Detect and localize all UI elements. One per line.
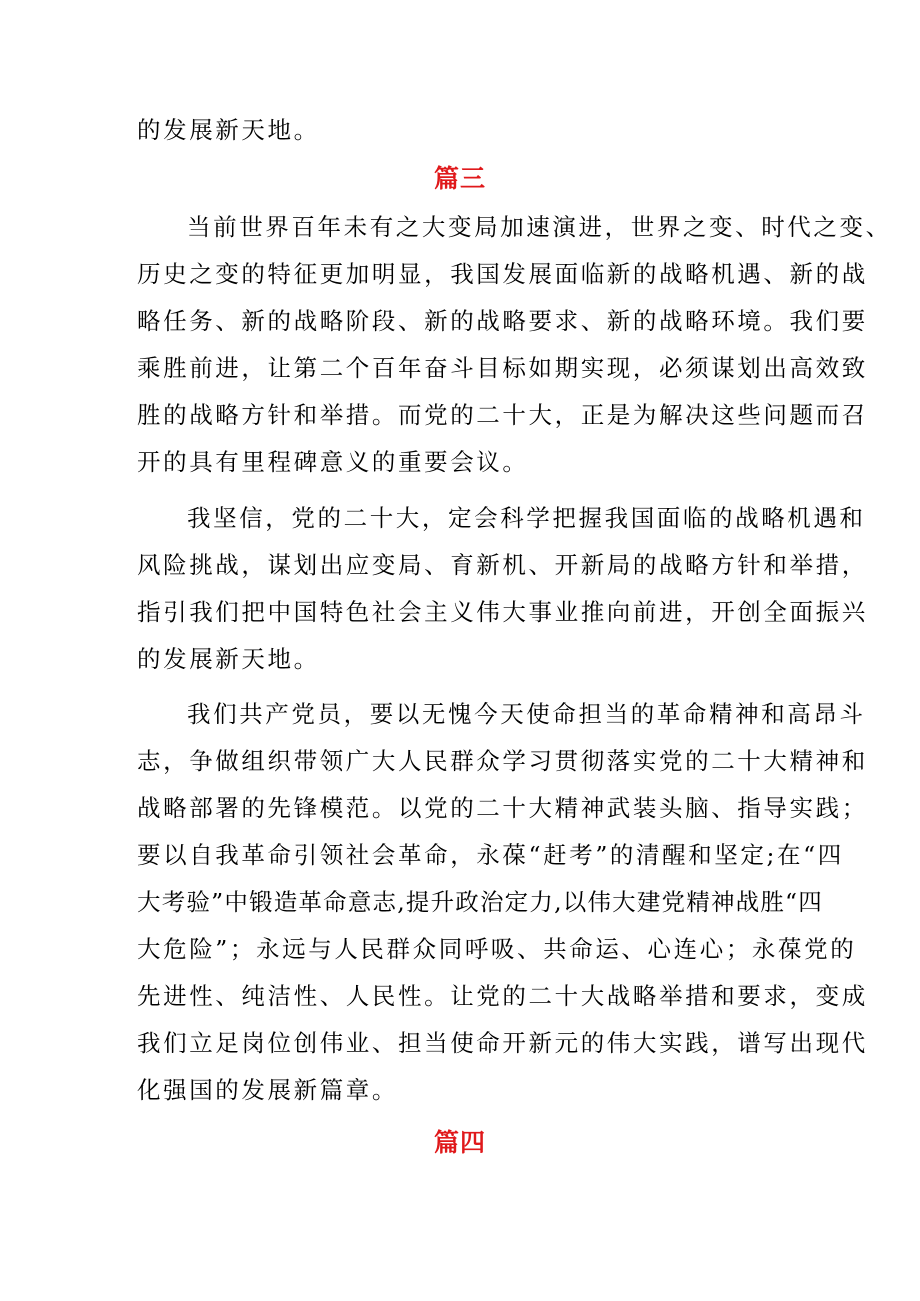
paragraph-1-line-1: 当前世界百年未有之大变局加速演进，世界之变、时代之变、	[187, 213, 892, 241]
paragraph-1-line-5: 胜的战略方针和举措。而党的二十大，正是为解决这些问题而召	[137, 401, 868, 429]
section-3-heading: 篇三	[433, 164, 486, 193]
section-4-heading: 篇四	[433, 1128, 486, 1157]
paragraph-3-line-1: 我们共产党员，要以无愧今天使命担当的革命精神和高昂斗	[187, 700, 866, 728]
paragraph-3-line-2: 志，争做组织带领广大人民群众学习贯彻落实党的二十大精神和	[137, 747, 868, 775]
paragraph-2-line-1: 我坚信，党的二十大，定会科学把握我国面临的战略机遇和	[187, 504, 866, 532]
paragraph-3-line-5: 大考验”中锻造革命意志,提升政治定力,以伟大建党精神战胜“四	[137, 888, 823, 916]
paragraph-2-line-3: 指引我们把中国特色社会主义伟大事业推向前进，开创全面振兴	[137, 598, 868, 626]
paragraph-3-line-7: 先进性、纯洁性、人民性。让党的二十大战略举措和要求，变成	[137, 982, 868, 1010]
paragraph-3-line-3: 战略部署的先锋模范。以党的二十大精神武装头脑、指导实践；	[137, 794, 868, 822]
paragraph-1-line-6: 开的具有里程碑意义的重要会议。	[137, 448, 529, 476]
paragraph-2-line-4: 的发展新天地。	[137, 645, 320, 673]
paragraph-3-line-6: 大危险”；永远与人民群众同呼吸、共命运、心连心；永葆党的	[137, 935, 857, 963]
paragraph-3-line-8: 我们立足岗位创伟业、担当使命开新元的伟大实践，谱写出现代	[137, 1029, 868, 1057]
paragraph-1-line-4: 乘胜前进，让第二个百年奋斗目标如期实现，必须谋划出高效致	[137, 354, 868, 382]
paragraph-1-line-2: 历史之变的特征更加明显，我国发展面临新的战略机遇、新的战	[137, 260, 868, 288]
paragraph-2-line-2: 风险挑战，谋划出应变局、育新机、开新局的战略方针和举措，	[137, 551, 868, 579]
paragraph-3-line-4: 要以自我革命引领社会革命，永葆“赶考”的清醒和坚定;在“四	[137, 841, 844, 869]
paragraph-1-line-3: 略任务、新的战略阶段、新的战略要求、新的战略环境。我们要	[137, 307, 868, 335]
intro-tail-line: 的发展新天地。	[137, 116, 320, 144]
paragraph-3-line-9: 化强国的发展新篇章。	[137, 1076, 398, 1104]
